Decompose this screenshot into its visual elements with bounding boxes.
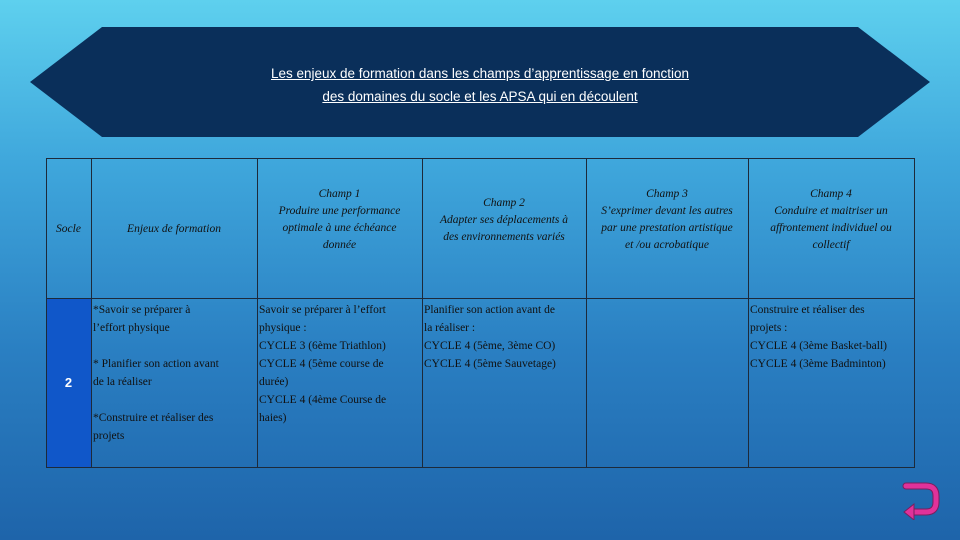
header-champ-1: Champ 1 Produire une performance optimale à une échéance donnée: [278, 188, 401, 251]
header-champ-3: Champ 3 S’exprimer devant les autres par une prestation artistique et /ou acrobatique: [601, 188, 733, 251]
enjeux-item: *Savoir se préparer à l’effort physique: [93, 304, 191, 334]
enjeux-cell: [93, 301, 255, 445]
header-enjeux: Enjeux de formation: [127, 223, 221, 235]
title-line-1: Les enjeux de formation dans les champs d’apprentissage en fonction: [270, 66, 689, 81]
champ-2-cell: Planifier son action avant de la réaliser : CYCLE 4 (5ème, 3ème CO) CYCLE 4 (5ème Sauvetage): [424, 304, 556, 370]
return-arrow-icon[interactable]: [900, 480, 940, 520]
title-line-2: des domaines du socle et les APSA qui en découlent: [322, 89, 638, 104]
champ-1-cell: Savoir se préparer à l’effort physique : CYCLE 3 (6ème Triathlon) CYCLE 4 (5ème course de durée) CYCLE 4 (4ème Course de haies): [259, 304, 387, 424]
page-title: [180, 62, 780, 108]
enjeux-item: *Construire et réaliser des projets: [93, 412, 214, 442]
header-champ-4: Champ 4 Conduire et maitriser un affrontement individuel ou collectif: [770, 188, 892, 251]
table-col-line: [914, 158, 915, 468]
table-border-top: [46, 158, 914, 159]
header-socle: Socle: [56, 223, 81, 235]
enjeux-item: * Planifier son action avant de la réaliser: [93, 358, 219, 388]
socle-number: 2: [64, 375, 73, 390]
table-border-header: [46, 298, 914, 299]
champ-4-cell: Construire et réaliser des projets : CYCLE 4 (3ème Basket-ball) CYCLE 4 (3ème Badminton): [750, 304, 888, 370]
header-champ-2: Champ 2 Adapter ses déplacements à des environnements variés: [439, 197, 569, 243]
table-col-line: [46, 158, 47, 468]
table-border-bottom: [46, 467, 914, 468]
table-col-line: [91, 158, 92, 468]
